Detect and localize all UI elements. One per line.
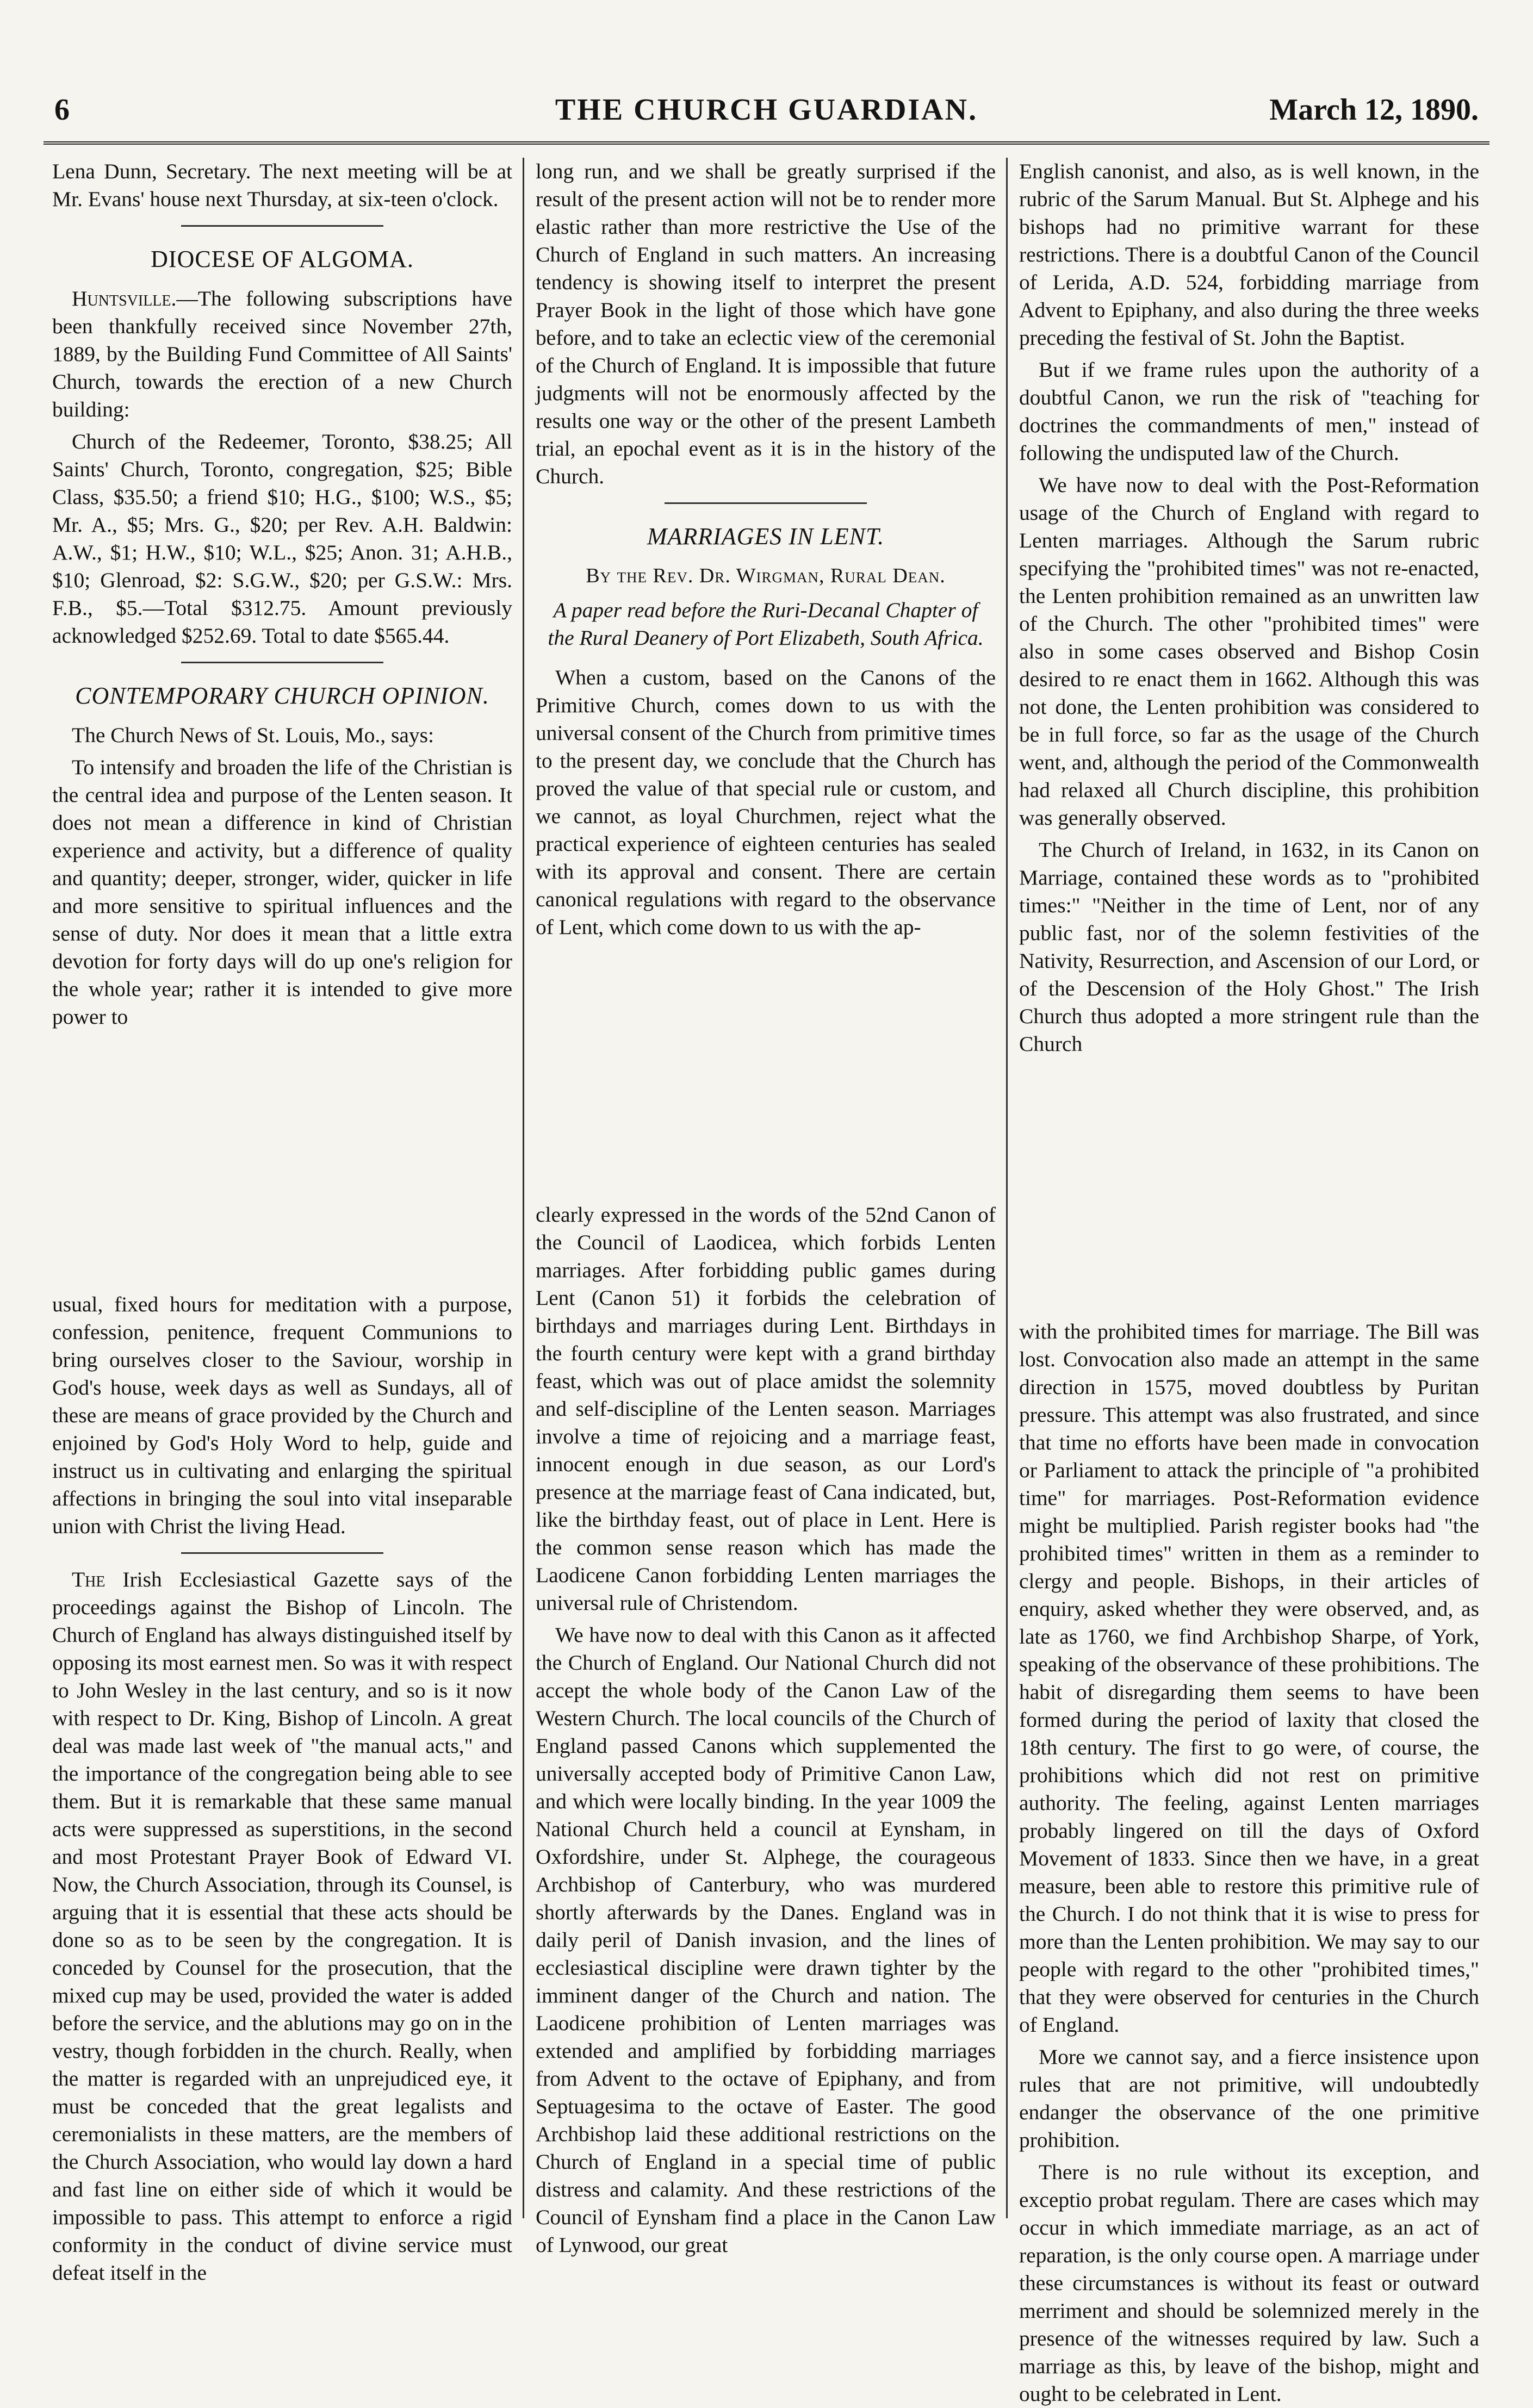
marriages-paragraph-4: English canonist, and also, as is well known, in the rubric of the Sarum Manual. But St. Alphege and his bishops had no primitive warrant for these restrictions. There is a doubtful Canon of the Council of Lerida, A.D. 524, forbidding marriage from Advent to Epiphany, and also during the three weeks preceding the festival of St. John the Baptist. [1019,159,1479,350]
masthead [44,82,1489,145]
section-rule [181,225,383,227]
gazette-conclusion: long run, and we shall be greatly surprised if the result of the present action will not be to render more elastic rather than more restrictive the Use of the Church of England in such matters. An increasing tendency is showing itself to interpret the present Prayer Book in the light of those which have gone before, and to take an eclectic view of the ceremonial of the Church of England. It is impossible that future judgments will not be enormously affected by the results one way or the other of the present Lambeth trial, an epochal event as it is in the history of the Church. [536,159,996,488]
marriages-paragraph-7: The Church of Ireland, in 1632, in its Canon on Marriage, contained these words as to "prohibited times:" "Neither in the time of Lent, nor of any public fast, nor of the solemn festivities of the Nativity, Resurrection, and Ascension of our Lord, or of the Descension of the Holy Ghost." The Irish Church thus adopted a more stringent rule than the Church [1019,838,1479,1056]
secretary-note: Lena Dunn, Secretary. The next meeting will be at Mr. Evans' house next Thursday, at six-teen o'clock. [52,159,512,211]
masthead-title: THE CHURCH GUARDIAN. [555,93,978,127]
church-news-intro: The Church News of St. Louis, Mo., says: [72,723,434,747]
irish-gazette-text: Irish Ecclesiastical Gazette says of the proceedings against the Bishop of Lincoln. The Church of England has always distinguished itself by opposing its most earnest men. So was it with respect to John Wesley in the last century, and so is it now with respect to Dr. King, Bishop of Lincoln. A great deal was made last week of "the manual acts," and the importance of the congregation being able to see them. But it is remarkable that these same manual acts were suppressed as superstitions, in the second and most Protestant Prayer Book of Edward VI. Now, the Church Association, through its Counsel, is arguing that it is essential that these acts should be done so as to be seen by the congregation. It is conceded by Counsel for the prosecution, that the mixed cup may be used, provided the water is added before the service, and the ablutions may go on in the vestry, though forbidden in the church. Really, when the matter is regarded with an unprejudiced eye, it must be conceded that the great legalists and ceremonialists in these matters, are the members of the Church Association, who would lay down a hard and fast line on either side of which it would be impossible to pass. This attempt to enforce a rigid conformity in the conduct of divine service must defeat itself in the [52,1567,512,2285]
article-subtitle: A paper read before the Ruri-Decanal Chapter of the Rural Deanery of Port Elizabeth, South Africa. [548,598,984,650]
marriages-paragraph-10: There is no rule without its exception, and exceptio probat regulam. There are cases which may occur in which immediate marriage, as an act of reparation, is the only course open. A marriage under these circumstances is without its feast or outward merriment and should be solemnized merely in the presence of the witnesses required by law. Such a marriage as this, by leave of the bishop, might and ought to be celebrated in Lent. [1019,2160,1479,2406]
marriages-paragraph-6: We have now to deal with the Post-Reformation usage of the Church of England with regard to Lenten marriages. Although the Sarum rubric specifying the "prohibited times" was not re-enacted, the Lenten prohibition remained as an unwritten law of the Church. The other "prohibited times" were also in some cases observed and Bishop Cosin desired to re enact them in 1662. Although this was not done, the Lenten prohibition was considered to be in full force, so far as the usage of the Church went, and, although the period of the Commonwealth had relaxed all Church discipline, this prohibition was generally observed. [1019,473,1479,830]
lead-word: The [72,1567,105,1591]
marriages-paragraph-9: More we cannot say, and a fierce insistence upon rules that are not primitive, will undoubtedly endanger the observance of the one primitive prohibition. [1019,2045,1479,2152]
faded-print-area [52,1035,512,1291]
dateline-huntsville: Huntsville. [72,287,177,310]
subscriptions-intro [52,285,512,424]
column-rule [523,158,524,2218]
page-number: 6 [54,93,70,127]
marriages-paragraph-1: When a custom, based on the Canons of the Primitive Church, comes down to us with the universal consent of the Church from primitive times to the present day, we conclude that the Church has proved the value of that special rule or custom, and we cannot, as loyal Churchmen, reject what the practical experience of eighteen centuries has sealed with its approval and consent. There are certain canonical regulations with regard to the observance of Lent, which come down to us with the ap- [536,665,996,939]
column-1 [52,158,512,2285]
marriages-paragraph-2: clearly expressed in the words of the 52nd Canon of the Council of Laodicea, which forbids Lenten marriages. After forbidding public games during Lent (Canon 51) it forbids the celebration of birthdays and marriages during Lent. Birthdays in the fourth century were kept with a grand birthday feast, which was out of place amidst the solemnity and self-discipline of the Lenten season. Marriages involve a time of rejoicing and a marriage feast, innocent enough in due season, as our Lord's presence at the marriage feast of Cana indicated, but, like the birthday feast, out of place in Lent. Here is the common sense reason which has made the Laodicene Canon forbidding Lenten marriages the universal rule of Christendom. [536,1203,996,1615]
section-rule [181,1552,383,1554]
column-3 [1019,158,1479,2406]
marriages-paragraph-5: But if we frame rules upon the authority of a doubtful Canon, we run the risk of "teaching for doctrines the commandments of men," instead of following the undisputed law of the Church. [1019,358,1479,465]
section-rule [181,662,383,663]
heading-contemporary-opinion: CONTEMPORARY CHURCH OPINION. [75,682,489,709]
column-rule [1006,158,1008,2218]
heading-diocese-algoma: DIOCESE OF ALGOMA. [151,246,414,272]
heading-marriages-in-lent: MARRIAGES IN LENT. [647,523,885,550]
marriages-paragraph-3: We have now to deal with this Canon as it affected the Church of England. Our National Church did not accept the whole body of the Canon Law of the Western Church. The local councils of the Church of England passed Canons which supplemented the universally accepted body of Primitive Canon Law, and which were locally binding. In the year 1009 the National Church held a council at Eynsham, in Oxfordshire, under St. Alphege, the courageous Archbishop of Canterbury, who was murdered shortly afterwards by the Danes. England was in daily peril of Danish invasion, and the lines of ecclesiastical discipline were drawn tighter by the imminent danger of the Church and nation. The Laodicene prohibition of Lenten marriages was extended and amplified by forbidding marriages from Advent to the octave of Epiphany, and from Septuagesima to the octave of Easter. The good Archbishop laid these additional restrictions on the Church of England in a special time of public distress and calamity. And these restrictions of the Council of Eynsham find a place in the Canon Law of Lynwood, our great [536,1623,996,2257]
marriages-paragraph-8: with the prohibited times for marriage. The Bill was lost. Convocation also made an attempt in the same direction in 1575, moved doubtless by Puritan pressure. This attempt was also frustrated, and since that time no efforts have been made in convocation or Parliament to attack the principle of "a prohibited time" for marriages. Post-Reformation evidence might be multiplied. Parish register books had "the prohibited times" written in them as a reminder to clergy and people. Bishops, in their articles of enquiry, asked whether they were observed, and, as late as 1760, we find Archbishop Sharpe, of York, speaking of the observance of these prohibitions. The habit of disregarding them seems to have been formed during the period of laxity that closed the 18th century. The first to go were, of course, the prohibitions which did not rest on primitive authority. The feeling, against Lenten marriages probably lingered on till the days of Oxford Movement of 1833. Since then we have, in a great measure, been able to restore this primitive rule of the Church. I do not think that it is wise to press for more than the Lenten prohibition. We may say to our people with regard to the other "prohibited times," that they were observed for centuries in the Church of England. [1019,1320,1479,2037]
church-news-paragraph: To intensify and broaden the life of the Christian is the central idea and purpose of the Lenten season. It does not mean a difference in kind of Christian experience and activity, but a difference of quality and quantity; deeper, stronger, wider, quicker in life and more sensitive to spiritual influences and the sense of duty. Nor does it mean that a little extra devotion for forty days will do up one's religion for the whole year; rather it is intended to give more power to [52,755,512,1029]
faded-print-area [1019,1062,1479,1318]
irish-gazette-paragraph [52,1566,512,2287]
article-byline: By the Rev. Dr. Wirgman, Rural Dean. [586,564,946,587]
subscriptions-list: Church of the Redeemer, Toronto, $38.25; All Saints' Church, Toronto, congregation, $25; Bible Class, $35.50; a friend $10; H.G., $100; W.S., $5; Mr. A., $5; Mrs. G., $20; per Rev. A.H. Baldwin: A.W., $1; H.W., $10; W.L., $25; Anon. 31; A.H.B., $10; Glenroad, $2: S.G.W., $20; per G.S.W.: Mrs. F.B., $5.—Total $312.75. Amount previously acknowledged $252.69. Total to date $565.44. [52,430,512,648]
faded-print-area [536,945,996,1201]
section-rule [665,502,867,504]
church-news-continued: usual, fixed hours for meditation with a purpose, confession, penitence, frequent Communions to bring ourselves closer to the Saviour, worship in God's house, week days as well as Sundays, all of these are means of grace provided by the Church and enjoined by God's Holy Word to help, guide and instruct us in cultivating and enlarging the spiritual affections in bringing the soul into vital inseparable union with Christ the living Head. [52,1292,512,1538]
column-2 [536,158,996,2257]
subscriptions-intro-text: —The following subscriptions have been thankfully received since November 27th, 1889, by the Building Fund Committee of All Saints' Church, towards the erection of a new Church building: [52,287,512,421]
issue-date: March 12, 1890. [1269,93,1479,127]
